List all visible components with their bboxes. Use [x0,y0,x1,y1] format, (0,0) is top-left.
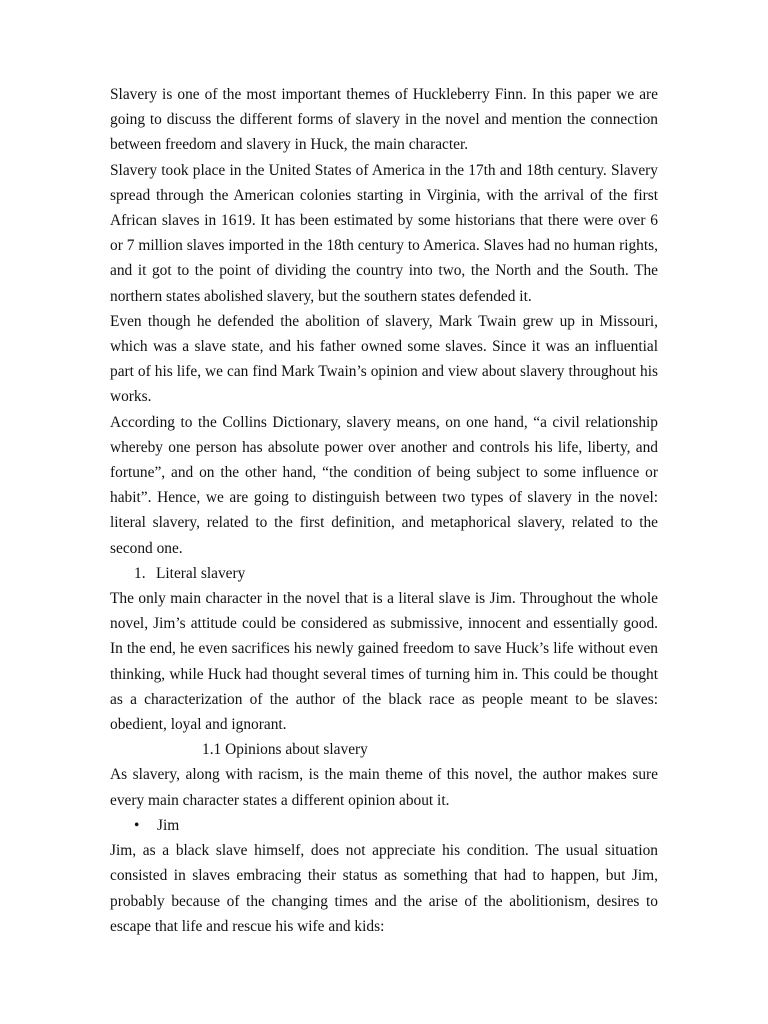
paragraph-definition: According to the Collins Dictionary, slavery means, on one hand, “a civil relationship whereby one person has absolute power over another and controls his life, liberty, and fortune”, and on the other hand, “the condition of being subject to some influence or habit”. Hence, we are going to distinguish between two types of slavery in the novel: literal slavery, related to the first definition, and metaphorical slavery, related to the second one. [110,413,658,557]
section-number: 1. [134,564,146,582]
bullet-label: Jim [157,816,180,834]
document-page [110,82,658,939]
paragraph-jim-literal: The only main character in the novel that is a literal slave is Jim. Throughout the whole novel, Jim’s attitude could be considered as submissive, innocent and essentially good. In the end, he even sacrifices his newly gained freedom to save Huck’s life without even thinking, while Huck had thought several times of turning him in. This could be thought as a characterization of the author of the black race as people meant to be slaves: obedient, loyal and ignorant. [110,590,658,734]
paragraph-history: Slavery took place in the United States of America in the 17th and 18th century. Slavery spread through the American colonies starting in Virginia, with the arrival of the first African slaves in 1619. It has been estimated by some historians that there were over 6 or 7 million slaves imported in the 18th century to America. Slaves had no human rights, and it got to the point of dividing the country into two, the North and the South. The northern states abolished slavery, but the southern states defended it. [110,161,658,305]
paragraph-jim-opinion: Jim, as a black slave himself, does not appreciate his condition. The usual situation consisted in slaves embracing their status as something that had to happen, but Jim, probably because of the changing times and the arise of the abolitionism, desires to escape that life and rescue his wife and kids: [110,842,658,935]
paragraph-twain: Even though he defended the abolition of slavery, Mark Twain grew up in Missouri, which was a slave state, and his father owned some slaves. Since it was an influential part of his life, we can find Mark Twain’s opinion and view about slavery throughout his works. [110,312,658,406]
section-heading-literal-slavery [110,561,658,586]
subsection-heading-opinions: 1.1 Opinions about slavery [202,741,368,759]
section-title: Literal slavery [156,564,246,582]
bullet-item-jim [110,813,658,838]
paragraph-intro: Slavery is one of the most important themes of Huckleberry Finn. In this paper we are going to discuss the different forms of slavery in the novel and mention the connection between freedom and slavery in Huck, the main character. [110,86,658,154]
paragraph-opinions: As slavery, along with racism, is the main theme of this novel, the author makes sure every main character states a different opinion about it. [110,766,658,809]
bullet-icon: • [134,816,140,834]
